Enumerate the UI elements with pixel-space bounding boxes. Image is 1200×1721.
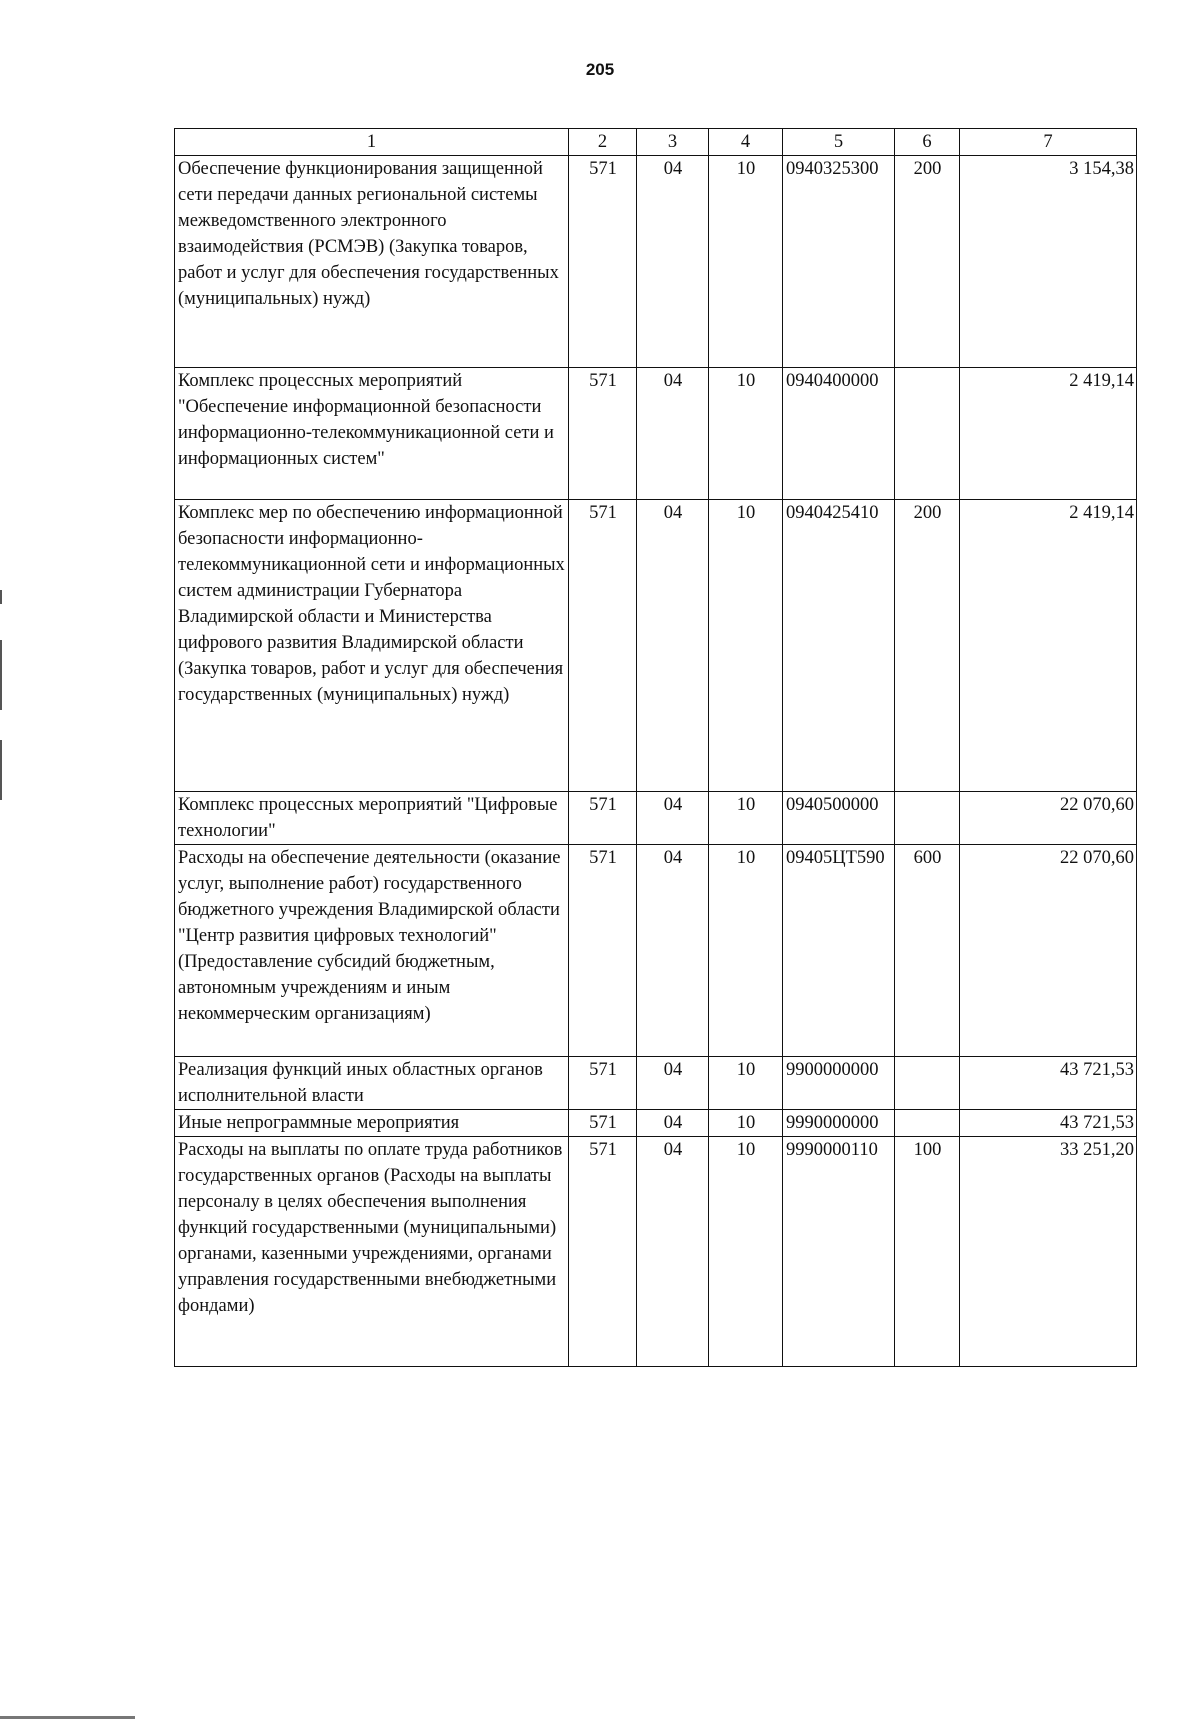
row-name: Реализация функций иных областных органов исполнительной власти — [175, 1057, 569, 1110]
row-name: Расходы на выплаты по оплате труда работников государственных органов (Расходы на выплаты персоналу в целях обеспечения выполнения функций государственными (муниципальными) органами, казенными учреждениями, органами управления государственными внебюджетными фондами) — [175, 1137, 569, 1367]
row-section: 04 — [637, 1137, 709, 1367]
row-admin-code: 571 — [569, 845, 637, 1057]
budget-table — [174, 128, 1137, 1367]
table-row — [175, 156, 1137, 368]
row-subsection: 10 — [709, 1057, 783, 1110]
header-col-2: 2 — [569, 129, 637, 156]
row-admin-code: 571 — [569, 792, 637, 845]
table-row — [175, 368, 1137, 500]
row-expense-type: 100 — [895, 1137, 960, 1367]
header-col-3: 3 — [637, 129, 709, 156]
row-amount: 2 419,14 — [960, 500, 1137, 792]
row-expense-type: 600 — [895, 845, 960, 1057]
row-expense-type — [895, 368, 960, 500]
row-admin-code: 571 — [569, 500, 637, 792]
row-amount: 3 154,38 — [960, 156, 1137, 368]
row-name: Комплекс процессных мероприятий "Цифровые технологии" — [175, 792, 569, 845]
row-amount: 22 070,60 — [960, 792, 1137, 845]
header-col-5: 5 — [783, 129, 895, 156]
row-admin-code: 571 — [569, 1137, 637, 1367]
row-expense-type — [895, 1057, 960, 1110]
row-expense-type — [895, 792, 960, 845]
scan-bottom-mark — [0, 1716, 135, 1719]
row-section: 04 — [637, 156, 709, 368]
row-target-article: 0940500000 — [783, 792, 895, 845]
table-row — [175, 1137, 1137, 1367]
header-col-1: 1 — [175, 129, 569, 156]
row-amount: 22 070,60 — [960, 845, 1137, 1057]
table-row — [175, 792, 1137, 845]
row-name: Комплекс мер по обеспечению информационной безопасности информационно-телекоммуникационной сети и информационных систем администрации Губернатора Владимирской области и Министерства цифрового развития Владимирской области (Закупка товаров, работ и услуг для обеспечения государственных (муниципальных) нужд) — [175, 500, 569, 792]
row-expense-type — [895, 1110, 960, 1137]
scan-edge-mark — [0, 590, 2, 604]
row-section: 04 — [637, 368, 709, 500]
scan-edge-mark — [0, 740, 2, 800]
table-row — [175, 500, 1137, 792]
row-target-article: 9900000000 — [783, 1057, 895, 1110]
row-admin-code: 571 — [569, 1057, 637, 1110]
row-target-article: 0940400000 — [783, 368, 895, 500]
row-subsection: 10 — [709, 1137, 783, 1367]
row-admin-code: 571 — [569, 1110, 637, 1137]
header-row — [175, 129, 1137, 156]
table-row — [175, 1057, 1137, 1110]
row-section: 04 — [637, 500, 709, 792]
row-subsection: 10 — [709, 1110, 783, 1137]
scan-edge-mark — [0, 640, 2, 710]
row-expense-type: 200 — [895, 156, 960, 368]
row-amount: 33 251,20 — [960, 1137, 1137, 1367]
row-subsection: 10 — [709, 500, 783, 792]
row-target-article: 0940425410 — [783, 500, 895, 792]
row-section: 04 — [637, 845, 709, 1057]
row-name: Обеспечение функционирования защищенной сети передачи данных региональной системы межведомственного электронного взаимодействия (РСМЭВ) (Закупка товаров, работ и услуг для обеспечения государственных (муниципальных) нужд) — [175, 156, 569, 368]
table-row — [175, 1110, 1137, 1137]
table-row — [175, 845, 1137, 1057]
page-number: 205 — [585, 60, 615, 79]
row-target-article: 09405ЦТ590 — [783, 845, 895, 1057]
row-admin-code: 571 — [569, 368, 637, 500]
row-name: Расходы на обеспечение деятельности (оказание услуг, выполнение работ) государственного бюджетного учреждения Владимирской области "Центр развития цифровых технологий" (Предоставление субсидий бюджетным, автономным учреждениям и иным некоммерческим организациям) — [175, 845, 569, 1057]
row-target-article: 0940325300 — [783, 156, 895, 368]
row-subsection: 10 — [709, 156, 783, 368]
row-name: Комплекс процессных мероприятий "Обеспечение информационной безопасности информационно-телекоммуникационной сети и информационных систем" — [175, 368, 569, 500]
row-subsection: 10 — [709, 368, 783, 500]
row-subsection: 10 — [709, 845, 783, 1057]
row-name: Иные непрограммные мероприятия — [175, 1110, 569, 1137]
row-amount: 43 721,53 — [960, 1057, 1137, 1110]
row-admin-code: 571 — [569, 156, 637, 368]
row-section: 04 — [637, 792, 709, 845]
row-target-article: 9990000000 — [783, 1110, 895, 1137]
header-col-7: 7 — [960, 129, 1137, 156]
row-section: 04 — [637, 1057, 709, 1110]
row-subsection: 10 — [709, 792, 783, 845]
row-amount: 2 419,14 — [960, 368, 1137, 500]
header-col-4: 4 — [709, 129, 783, 156]
row-amount: 43 721,53 — [960, 1110, 1137, 1137]
row-target-article: 9990000110 — [783, 1137, 895, 1367]
row-expense-type: 200 — [895, 500, 960, 792]
header-col-6: 6 — [895, 129, 960, 156]
row-section: 04 — [637, 1110, 709, 1137]
